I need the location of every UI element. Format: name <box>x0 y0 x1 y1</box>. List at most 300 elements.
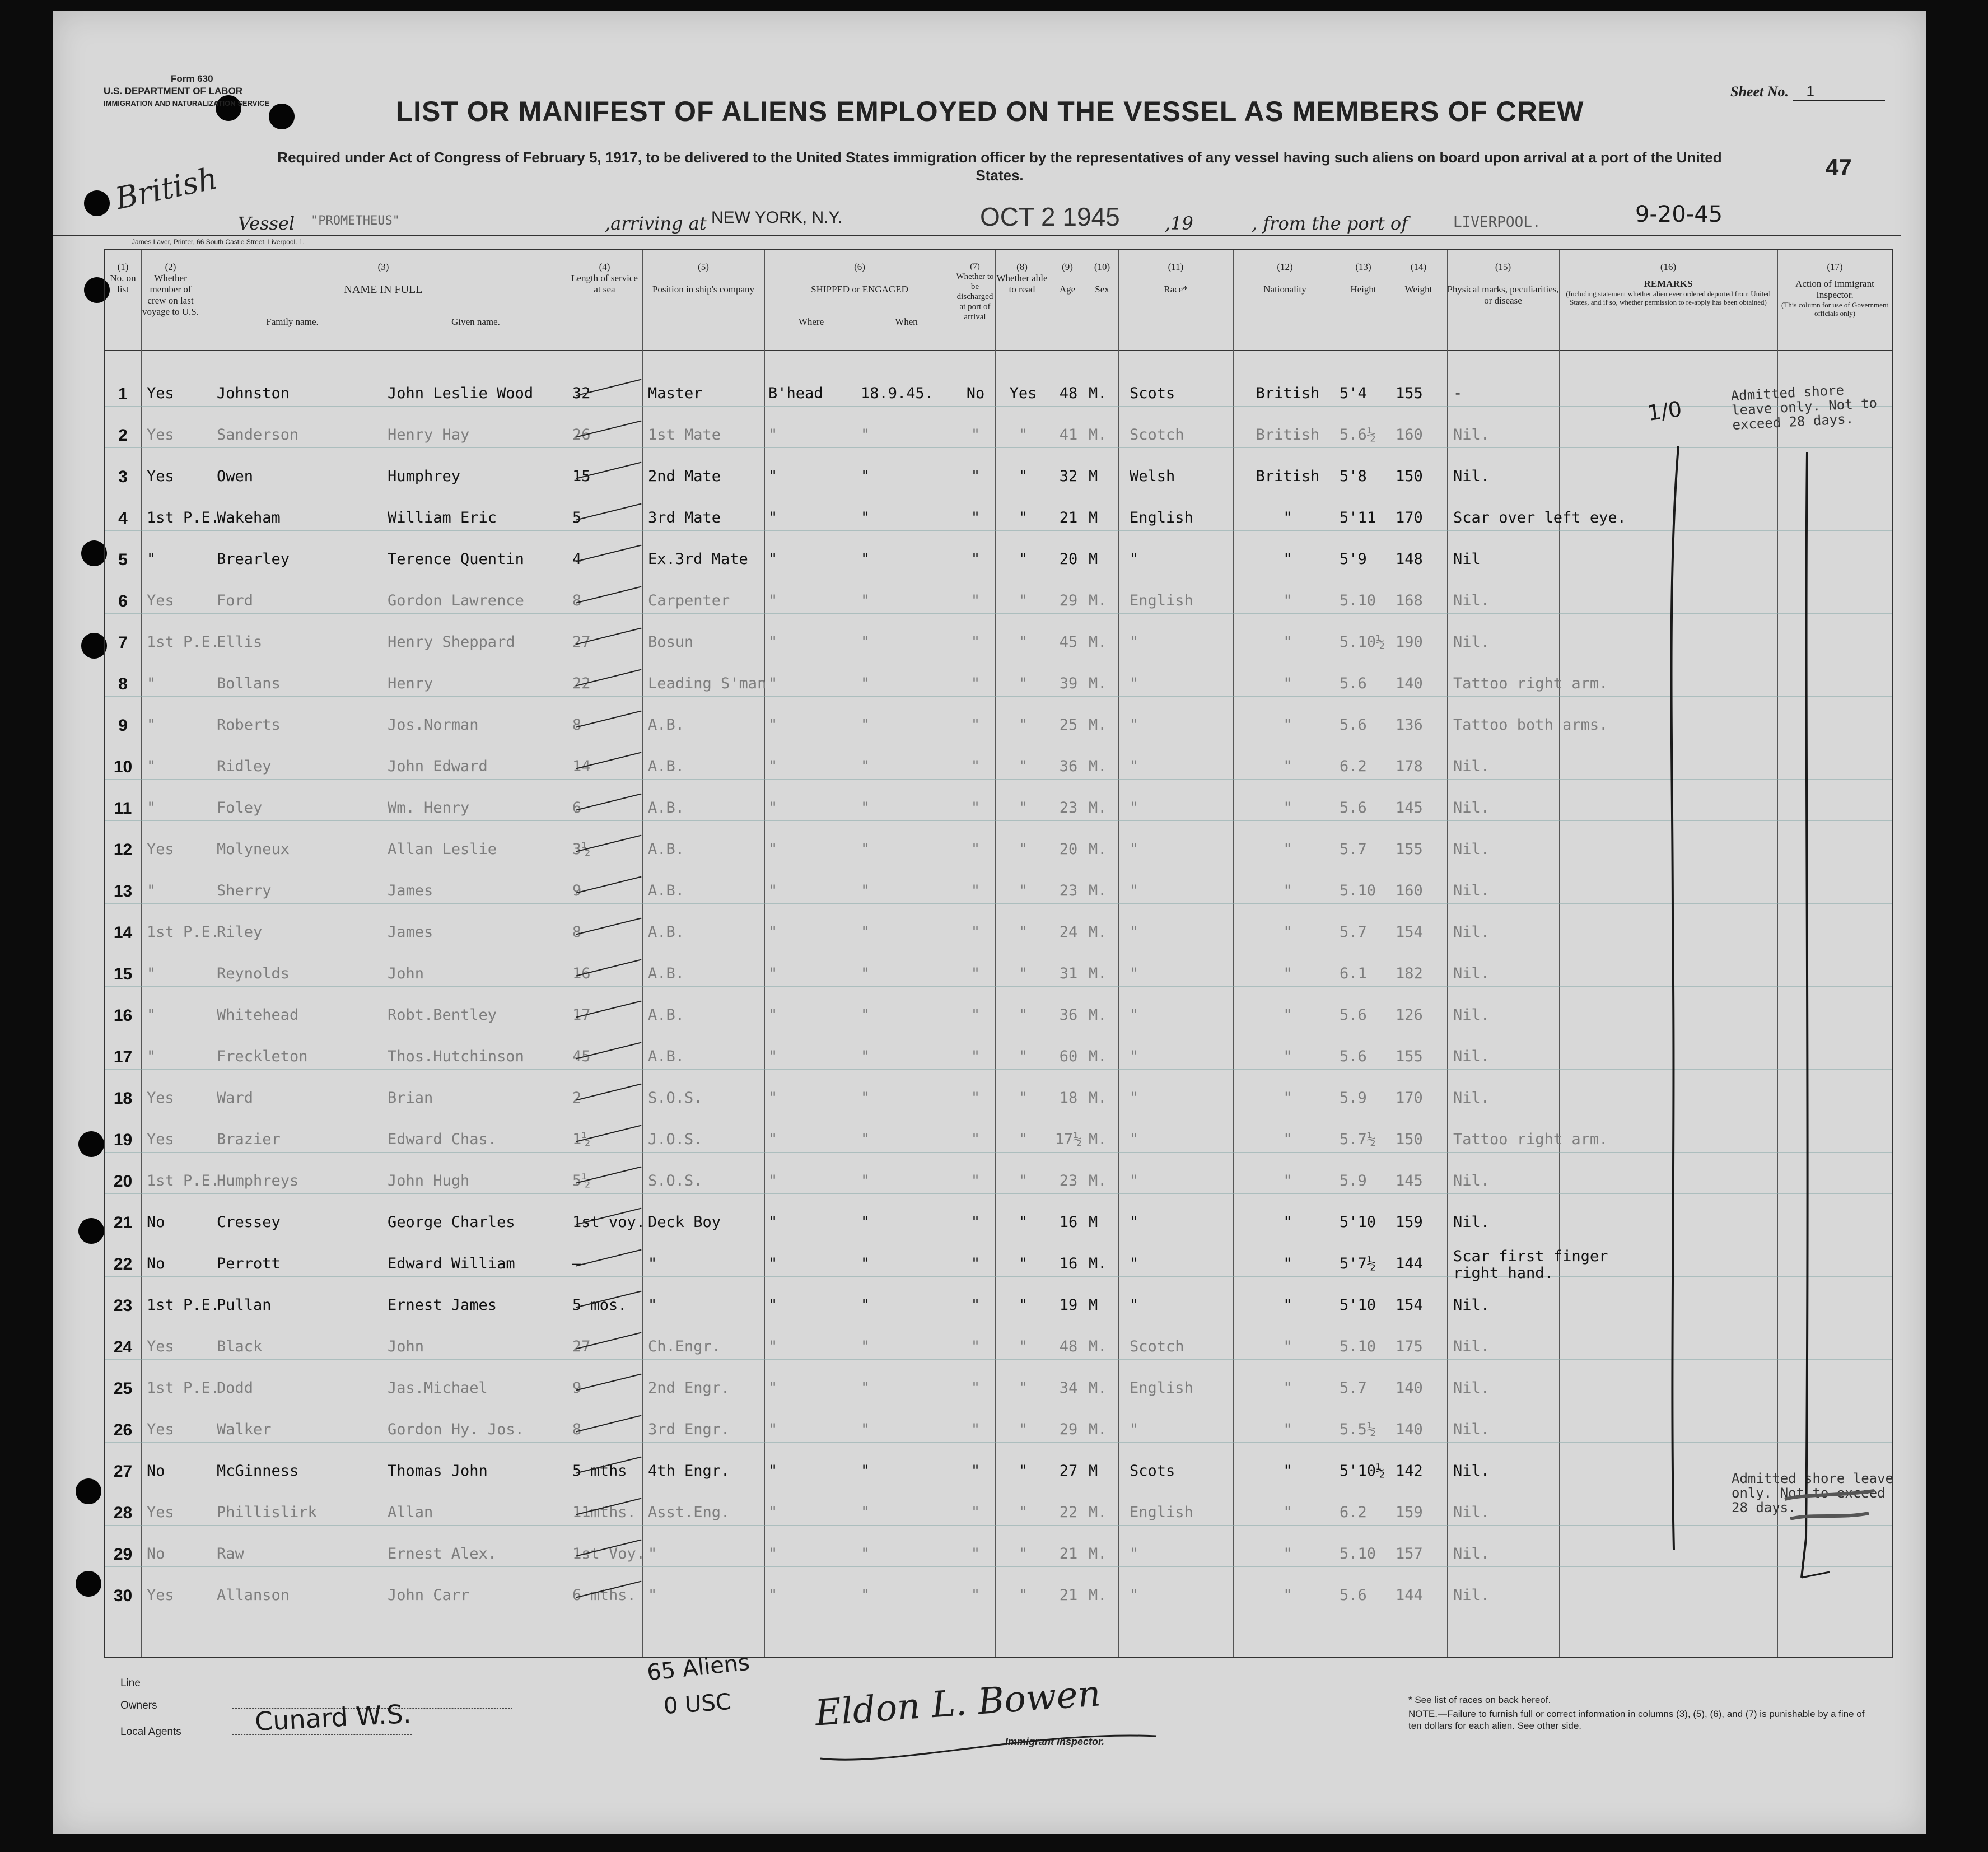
cell-marks: Nil. <box>1453 1214 1490 1231</box>
cell-when: " <box>861 1587 870 1604</box>
cell-nat: " <box>1283 633 1292 651</box>
cell-race: " <box>1130 1131 1139 1148</box>
cell-race: " <box>1130 882 1139 899</box>
cell-where: " <box>768 592 778 609</box>
cell-marks: Nil. <box>1453 592 1490 609</box>
cell-position: A.B. <box>648 882 685 899</box>
cell-disch: " <box>970 551 981 568</box>
cell-weight: 160 <box>1396 882 1423 899</box>
cell-where: " <box>768 551 778 568</box>
cell-age: 21 <box>1059 1545 1078 1562</box>
cell-where: " <box>768 716 778 734</box>
cell-where: " <box>768 1172 778 1189</box>
cell-disch: " <box>970 1545 981 1562</box>
cell-no: 11 <box>114 799 132 818</box>
cell-nat: " <box>1283 1421 1292 1438</box>
cell-given: Edward Chas. <box>388 1131 497 1148</box>
cell-where: " <box>768 509 778 526</box>
cell-disch: " <box>970 633 981 651</box>
cell-marks: Nil. <box>1453 799 1490 817</box>
cell-family: Allanson <box>217 1587 290 1604</box>
agents-label: Local Agents <box>120 1726 181 1738</box>
cell-prev: Yes <box>147 1504 174 1521</box>
cell-read: " <box>1018 716 1028 734</box>
cell-prev: " <box>147 758 156 775</box>
cell-race: " <box>1130 716 1139 734</box>
cell-when: " <box>861 799 870 817</box>
cell-position: A.B. <box>648 1006 685 1024</box>
cell-read: " <box>1018 1338 1028 1355</box>
cell-read: " <box>1018 1131 1028 1148</box>
cell-read: " <box>1018 1587 1028 1604</box>
cell-height: 5.6 <box>1340 675 1367 692</box>
cell-race: Scots <box>1130 385 1175 402</box>
cell-service: 5 mos. <box>572 1296 627 1314</box>
cell-family: Reynolds <box>217 965 290 982</box>
cell-no: 24 <box>113 1338 133 1356</box>
cell-prev: " <box>147 882 156 899</box>
cell-when: " <box>861 882 870 899</box>
cell-given: Terence Quentin <box>388 551 524 568</box>
cell-age: 23 <box>1059 1172 1078 1189</box>
cell-family: Walker <box>217 1421 272 1438</box>
cell-where: " <box>768 426 778 444</box>
cell-service: 4 <box>572 551 582 568</box>
cell-marks: Nil. <box>1453 1006 1490 1024</box>
cell-age: 16 <box>1059 1255 1078 1272</box>
cell-position: 4th Engr. <box>648 1462 730 1480</box>
cell-sex: M. <box>1089 1587 1107 1604</box>
cell-nat: " <box>1283 551 1292 568</box>
cell-race: " <box>1130 1421 1139 1438</box>
cell-weight: 159 <box>1396 1504 1423 1521</box>
cell-weight: 148 <box>1396 551 1423 568</box>
cell-disch: " <box>970 1462 981 1480</box>
cell-service: 45 <box>572 1048 591 1065</box>
cell-given: Jos.Norman <box>388 716 479 734</box>
printer-credit: James Laver, Printer, 66 South Castle Street, Liverpool. 1. <box>132 238 305 246</box>
cell-sex: M. <box>1089 1006 1107 1024</box>
col-header-name: (3) NAME IN FULL Family name. Given name. <box>266 262 500 327</box>
cell-no: 13 <box>113 882 133 901</box>
cell-disch: " <box>970 716 981 734</box>
cell-prev: 1st P.E. <box>147 1379 220 1397</box>
cell-where: " <box>768 923 778 941</box>
cell-race: " <box>1130 799 1139 817</box>
from-label: , from the port of <box>1252 213 1408 234</box>
cell-prev: Yes <box>147 468 174 485</box>
cell-weight: 145 <box>1396 1172 1423 1189</box>
col-header-weight: (14) Weight <box>1404 262 1432 295</box>
cell-marks: Nil. <box>1453 1089 1490 1107</box>
cell-read: " <box>1018 1379 1028 1397</box>
cell-given: William Eric <box>388 509 497 526</box>
cell-sex: M. <box>1089 385 1107 402</box>
cell-disch: " <box>970 1131 981 1148</box>
cell-position: A.B. <box>648 799 685 817</box>
cell-read: " <box>1018 882 1028 899</box>
cell-where: " <box>768 1048 778 1065</box>
cell-no: 22 <box>113 1255 133 1273</box>
cell-nat: " <box>1283 1255 1292 1272</box>
cell-position: A.B. <box>648 923 685 941</box>
cell-when: " <box>861 633 870 651</box>
cell-sex: M. <box>1089 799 1107 817</box>
cell-marks: Nil. <box>1453 1587 1490 1604</box>
cell-read: " <box>1018 1545 1028 1562</box>
cell-read: " <box>1018 509 1028 526</box>
cell-no: 14 <box>113 923 133 942</box>
shore-leave-stamp-top: Admitted shore leave only. Not to exceed 28 days. <box>1730 382 1878 433</box>
cell-age: 39 <box>1059 675 1078 692</box>
cell-height: 6.2 <box>1340 758 1367 775</box>
cell-weight: 154 <box>1396 1296 1423 1314</box>
cell-nat: " <box>1283 1006 1292 1024</box>
sheet-number-label: Sheet No. <box>1730 83 1789 100</box>
cell-sex: M. <box>1089 1545 1107 1562</box>
cell-sex: M <box>1089 468 1098 485</box>
shore-leave-stamp-bottom: Admitted shore leave only. Not to exceed 28 days. <box>1732 1471 1893 1515</box>
cell-height: 5.6 <box>1340 1048 1367 1065</box>
cell-race: " <box>1130 1214 1139 1231</box>
document-subtitle: Required under Act of Congress of February 5, 1917, to be delivered to the United States immigration officer by the representatives of any vessel having such aliens on board upon arrival at a port of the United States. <box>277 149 1722 184</box>
cell-disch: " <box>970 509 981 526</box>
cell-race: " <box>1130 1006 1139 1024</box>
cell-height: 5.6 <box>1340 799 1367 817</box>
cell-family: Ridley <box>217 758 272 775</box>
cell-when: " <box>861 468 870 485</box>
cell-family: Humphreys <box>217 1172 299 1189</box>
cell-service: 32 <box>572 385 591 402</box>
cell-prev: 1st P.E. <box>147 1296 220 1314</box>
cell-sex: M. <box>1089 1338 1107 1355</box>
races-footnote: * See list of races on back hereof. <box>1408 1695 1551 1705</box>
cell-weight: 175 <box>1396 1338 1423 1355</box>
cell-age: 31 <box>1059 965 1078 982</box>
cell-when: " <box>861 1462 870 1480</box>
vessel-label: Vessel <box>238 213 295 234</box>
cell-service: 11mths. <box>572 1504 636 1521</box>
cell-race: " <box>1130 1089 1139 1107</box>
cell-read: " <box>1018 1462 1028 1480</box>
cell-service: 6 mths. <box>572 1587 636 1604</box>
punch-hole-9 <box>76 1478 101 1504</box>
cell-disch: " <box>970 758 981 775</box>
cell-no: 20 <box>113 1172 133 1191</box>
cell-race: Welsh <box>1130 468 1175 485</box>
cell-service: 1st Voy. <box>572 1545 646 1562</box>
cell-age: 48 <box>1059 385 1078 402</box>
cell-nat: British <box>1256 426 1320 444</box>
cell-family: Wakeham <box>217 509 281 526</box>
cell-sex: M. <box>1089 716 1107 734</box>
punch-hole-8 <box>78 1218 104 1244</box>
cell-weight: 155 <box>1396 841 1423 858</box>
cell-nat: British <box>1256 385 1320 402</box>
cell-disch: " <box>970 1048 981 1065</box>
header-separator <box>105 350 1892 351</box>
cell-no: 30 <box>113 1587 133 1605</box>
cell-service: 26 <box>572 426 591 444</box>
cell-marks: Nil. <box>1453 923 1490 941</box>
cell-age: 29 <box>1059 1421 1078 1438</box>
arriving-port: NEW YORK, N.Y. <box>711 208 842 227</box>
cell-read: " <box>1018 592 1028 609</box>
vessel-name: "PROMETHEUS" <box>311 214 400 228</box>
cell-race: " <box>1130 965 1139 982</box>
cell-service: 8 <box>572 592 582 609</box>
col-header-sex: (10) Sex <box>1094 262 1110 295</box>
cell-age: 21 <box>1059 509 1078 526</box>
departure-date: 9-20-45 <box>1635 202 1723 227</box>
penalty-note: NOTE.—Failure to furnish full or correct information in columns (3), (5), (6), and (7) is punishable by a fine of ten dollars for each alien. See other side. <box>1408 1709 1865 1731</box>
cell-weight: 126 <box>1396 1006 1423 1024</box>
cell-marks: Nil. <box>1453 882 1490 899</box>
cell-sex: M. <box>1089 1172 1107 1189</box>
cell-height: 5.6 <box>1340 716 1367 734</box>
cell-weight: 140 <box>1396 1421 1423 1438</box>
cell-read: " <box>1018 551 1028 568</box>
cell-given: James <box>388 882 433 899</box>
cell-age: 17½ <box>1054 1131 1082 1148</box>
cell-read: " <box>1018 633 1028 651</box>
cell-service: 27 <box>572 1338 591 1355</box>
cell-given: John Leslie Wood <box>388 385 534 402</box>
cell-height: 5'10 <box>1340 1296 1376 1314</box>
cell-where: " <box>768 1296 778 1314</box>
col-header-no: (1) No. on list <box>110 262 136 295</box>
cell-when: " <box>861 1255 870 1272</box>
cell-age: 18 <box>1059 1089 1078 1107</box>
form-number: Form 630 <box>171 73 213 84</box>
cell-marks: Nil. <box>1453 1379 1490 1397</box>
cell-disch: " <box>970 468 981 485</box>
cell-given: Henry Hay <box>388 426 470 444</box>
cell-family: Riley <box>217 923 263 941</box>
cell-age: 60 <box>1059 1048 1078 1065</box>
cell-no: 12 <box>113 841 133 859</box>
cell-height: 5.7 <box>1340 923 1367 941</box>
cell-when: " <box>861 1048 870 1065</box>
cell-marks: Nil. <box>1453 841 1490 858</box>
cell-family: Whitehead <box>217 1006 299 1024</box>
cell-race: " <box>1130 1048 1139 1065</box>
cell-where: " <box>768 965 778 982</box>
agents-value: Cunard W.S. <box>254 1698 412 1737</box>
cell-service: — <box>572 1255 582 1272</box>
cell-when: " <box>861 551 870 568</box>
cell-sex: M. <box>1089 633 1107 651</box>
arriving-label: ,arriving at <box>605 213 707 234</box>
cell-family: Perrott <box>217 1255 281 1272</box>
cell-service: 9 <box>572 882 582 899</box>
cell-when: " <box>861 675 870 692</box>
cell-read: " <box>1018 468 1028 485</box>
cell-when: " <box>861 1131 870 1148</box>
cell-position: 1st Mate <box>648 426 721 444</box>
service-name: IMMIGRATION AND NATURALIZATION SERVICE <box>104 99 270 108</box>
cell-position: Asst.Eng. <box>648 1504 730 1521</box>
cell-race: " <box>1130 758 1139 775</box>
cell-age: 41 <box>1059 426 1078 444</box>
cell-age: 45 <box>1059 633 1078 651</box>
cell-service: 8 <box>572 716 582 734</box>
cell-nat: " <box>1283 1587 1292 1604</box>
cell-sex: M <box>1089 509 1098 526</box>
cell-weight: 155 <box>1396 385 1423 402</box>
cell-weight: 142 <box>1396 1462 1423 1480</box>
cell-given: Thomas John <box>388 1462 488 1480</box>
cell-when: " <box>861 426 870 444</box>
cell-position: Leading S'man <box>648 675 767 692</box>
col-header-age: (9) Age <box>1059 262 1076 295</box>
cell-prev: " <box>147 551 156 568</box>
cell-prev: " <box>147 675 156 692</box>
cell-read: " <box>1018 675 1028 692</box>
cell-family: Black <box>217 1338 263 1355</box>
cell-disch: " <box>970 675 981 692</box>
cell-sex: M. <box>1089 1089 1107 1107</box>
cell-weight: 145 <box>1396 799 1423 817</box>
cell-family: Molyneux <box>217 841 290 858</box>
cell-disch: " <box>970 592 981 609</box>
cell-where: " <box>768 1587 778 1604</box>
cell-marks: Tattoo right arm. <box>1453 675 1608 692</box>
cell-where: " <box>768 799 778 817</box>
cell-weight: 144 <box>1396 1255 1423 1272</box>
cell-family: McGinness <box>217 1462 299 1480</box>
cell-family: Ward <box>217 1089 254 1107</box>
cell-no: 9 <box>118 716 128 735</box>
cell-disch: " <box>970 1255 981 1272</box>
cell-race: English <box>1130 592 1193 609</box>
cell-family: Roberts <box>217 716 281 734</box>
cell-age: 25 <box>1059 716 1078 734</box>
cell-height: 5'10 <box>1340 1214 1376 1231</box>
cell-prev: No <box>147 1462 165 1480</box>
cell-height: 6.1 <box>1340 965 1367 982</box>
cell-position: " <box>648 1296 657 1314</box>
cell-family: Dodd <box>217 1379 254 1397</box>
cell-position: " <box>648 1255 657 1272</box>
cell-given: Brian <box>388 1089 433 1107</box>
cell-where: " <box>768 1338 778 1355</box>
cell-disch: " <box>970 1338 981 1355</box>
cell-where: " <box>768 1545 778 1562</box>
cell-where: " <box>768 758 778 775</box>
col-header-remarks: (16) REMARKS (Including statement whether alien ever ordered deported from United States, and if so, whether permission to re-apply has been obtained) <box>1566 262 1771 306</box>
cell-age: 36 <box>1059 758 1078 775</box>
cell-race: " <box>1130 1587 1139 1604</box>
cell-service: 6 <box>572 799 582 817</box>
cell-sex: M. <box>1089 923 1107 941</box>
cell-family: Bollans <box>217 675 281 692</box>
cell-given: Robt.Bentley <box>388 1006 497 1024</box>
cell-service: 9 <box>572 1379 582 1397</box>
cell-sex: M. <box>1089 1131 1107 1148</box>
page-number: 47 <box>1826 154 1852 180</box>
cell-family: Brazier <box>217 1131 281 1148</box>
cell-prev: Yes <box>147 1089 174 1107</box>
cell-when: " <box>861 1338 870 1355</box>
cell-weight: 155 <box>1396 1048 1423 1065</box>
cell-no: 2 <box>118 426 128 445</box>
cell-position: J.O.S. <box>648 1131 703 1148</box>
cell-family: Sanderson <box>217 426 299 444</box>
cell-when: " <box>861 592 870 609</box>
crew-manifest-table <box>104 249 1893 1658</box>
cell-position: Master <box>648 385 703 402</box>
cell-position: Ex.3rd Mate <box>648 551 748 568</box>
cell-service: 8 <box>572 923 582 941</box>
cell-prev: No <box>147 1545 165 1562</box>
cell-read: " <box>1018 841 1028 858</box>
cell-height: 5'9 <box>1340 551 1367 568</box>
cell-prev: Yes <box>147 426 174 444</box>
cell-height: 5.5½ <box>1340 1421 1376 1438</box>
cell-position: S.O.S. <box>648 1172 703 1189</box>
cell-where: " <box>768 1214 778 1231</box>
cell-prev: 1st P.E. <box>147 509 220 526</box>
cell-where: " <box>768 1255 778 1272</box>
cell-weight: 154 <box>1396 923 1423 941</box>
col-header-inspector-action: (17) Action of Immigrant Inspector. (This column for use of Government officials only) <box>1781 262 1888 318</box>
cell-when: " <box>861 841 870 858</box>
cell-age: 23 <box>1059 799 1078 817</box>
cell-disch: " <box>970 965 981 982</box>
cell-no: 18 <box>113 1089 133 1108</box>
cell-prev: Yes <box>147 592 174 609</box>
cell-read: " <box>1018 1214 1028 1231</box>
cell-prev: Yes <box>147 841 174 858</box>
cell-marks: Scar over left eye. <box>1453 509 1626 526</box>
cell-service: 5½ <box>572 1172 591 1189</box>
cell-service: 2 <box>572 1089 582 1107</box>
cell-position: A.B. <box>648 965 685 982</box>
cell-when: " <box>861 758 870 775</box>
cell-disch: " <box>970 799 981 817</box>
cell-nat: " <box>1283 882 1292 899</box>
cell-nat: " <box>1283 1462 1292 1480</box>
cell-position: 2nd Engr. <box>648 1379 730 1397</box>
cell-given: Allan Leslie <box>388 841 497 858</box>
cell-no: 27 <box>113 1462 133 1481</box>
col-header-last-voyage: (2) Whether member of crew on last voyage to U.S. <box>142 262 199 317</box>
cell-prev: " <box>147 1006 156 1024</box>
cell-height: 5.10 <box>1340 1545 1376 1562</box>
cell-marks: Nil. <box>1453 633 1490 651</box>
cell-height: 5'4 <box>1340 385 1367 402</box>
cell-disch: " <box>970 1587 981 1604</box>
cell-no: 17 <box>113 1048 133 1066</box>
cell-prev: Yes <box>147 1131 174 1148</box>
cell-service: 8 <box>572 1421 582 1438</box>
cell-position: A.B. <box>648 716 685 734</box>
cell-where: " <box>768 841 778 858</box>
cell-height: 6.2 <box>1340 1504 1367 1521</box>
cell-family: Freckleton <box>217 1048 308 1065</box>
cell-service: 3½ <box>572 841 591 858</box>
cell-prev: " <box>147 716 156 734</box>
col-header-position: (5) Position in ship's company <box>652 262 755 295</box>
cell-nat: " <box>1283 592 1292 609</box>
cell-service: 22 <box>572 675 591 692</box>
cell-where: " <box>768 1504 778 1521</box>
cell-no: 26 <box>113 1421 133 1439</box>
col-header-race: (11) Race* <box>1164 262 1188 295</box>
cell-marks: Nil. <box>1453 1504 1490 1521</box>
cell-sex: M. <box>1089 1504 1107 1521</box>
